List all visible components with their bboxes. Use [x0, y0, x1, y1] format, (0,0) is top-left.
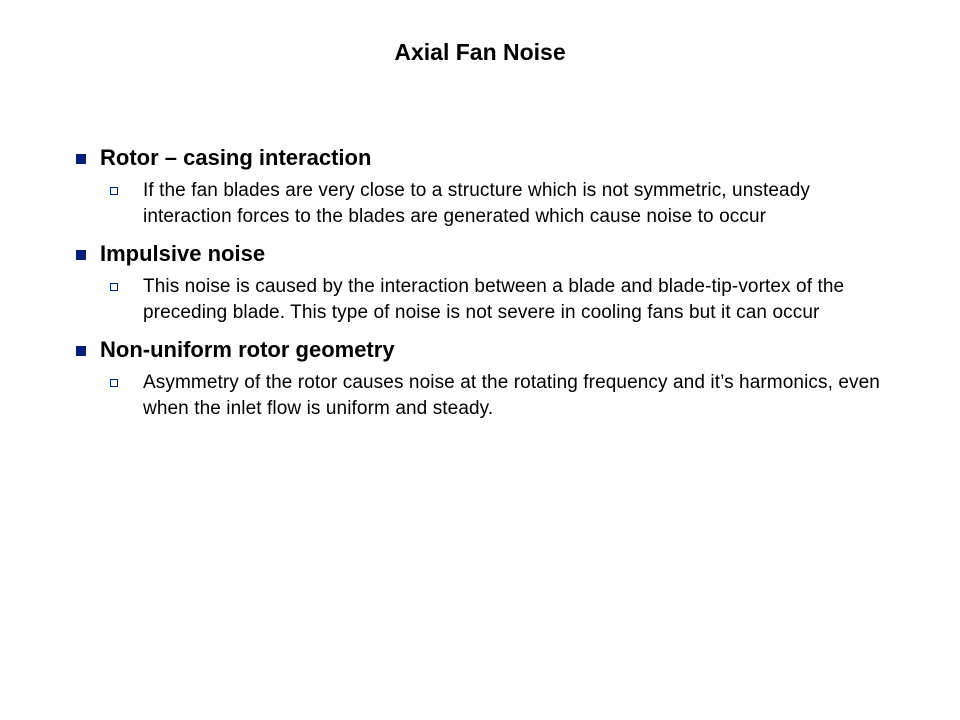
- bullet-item: [76, 334, 896, 422]
- sub-bullet-item: [110, 370, 896, 422]
- slide-title: Axial Fan Noise: [394, 39, 566, 65]
- hollow-square-bullet-icon: [110, 283, 118, 291]
- sub-bullet-text: If the fan blades are very close to a structure which is not symmetric, unsteady interaction forces to the blades are generated which cause noise to occur: [143, 180, 810, 227]
- hollow-square-bullet-icon: [110, 379, 118, 387]
- bullet-heading: Rotor – casing interaction: [100, 145, 372, 170]
- sub-bullet-item: [110, 274, 896, 326]
- bullet-item: [76, 238, 896, 326]
- sub-bullet-text: This noise is caused by the interaction between a blade and blade-tip-vortex of the preceding blade. This type of noise is not severe in cooling fans but it can occur: [143, 276, 845, 323]
- sub-bullet-text: Asymmetry of the rotor causes noise at the rotating frequency and it’s harmonics, even when the inlet flow is uniform and steady.: [143, 372, 880, 419]
- bullet-item: [76, 142, 896, 230]
- bullet-list: [76, 142, 896, 430]
- bullet-heading: Non-uniform rotor geometry: [100, 337, 395, 362]
- sub-bullet-item: [110, 178, 896, 230]
- hollow-square-bullet-icon: [110, 187, 118, 195]
- bullet-heading: Impulsive noise: [100, 241, 266, 266]
- square-bullet-icon: [76, 154, 86, 164]
- square-bullet-icon: [76, 250, 86, 260]
- square-bullet-icon: [76, 346, 86, 356]
